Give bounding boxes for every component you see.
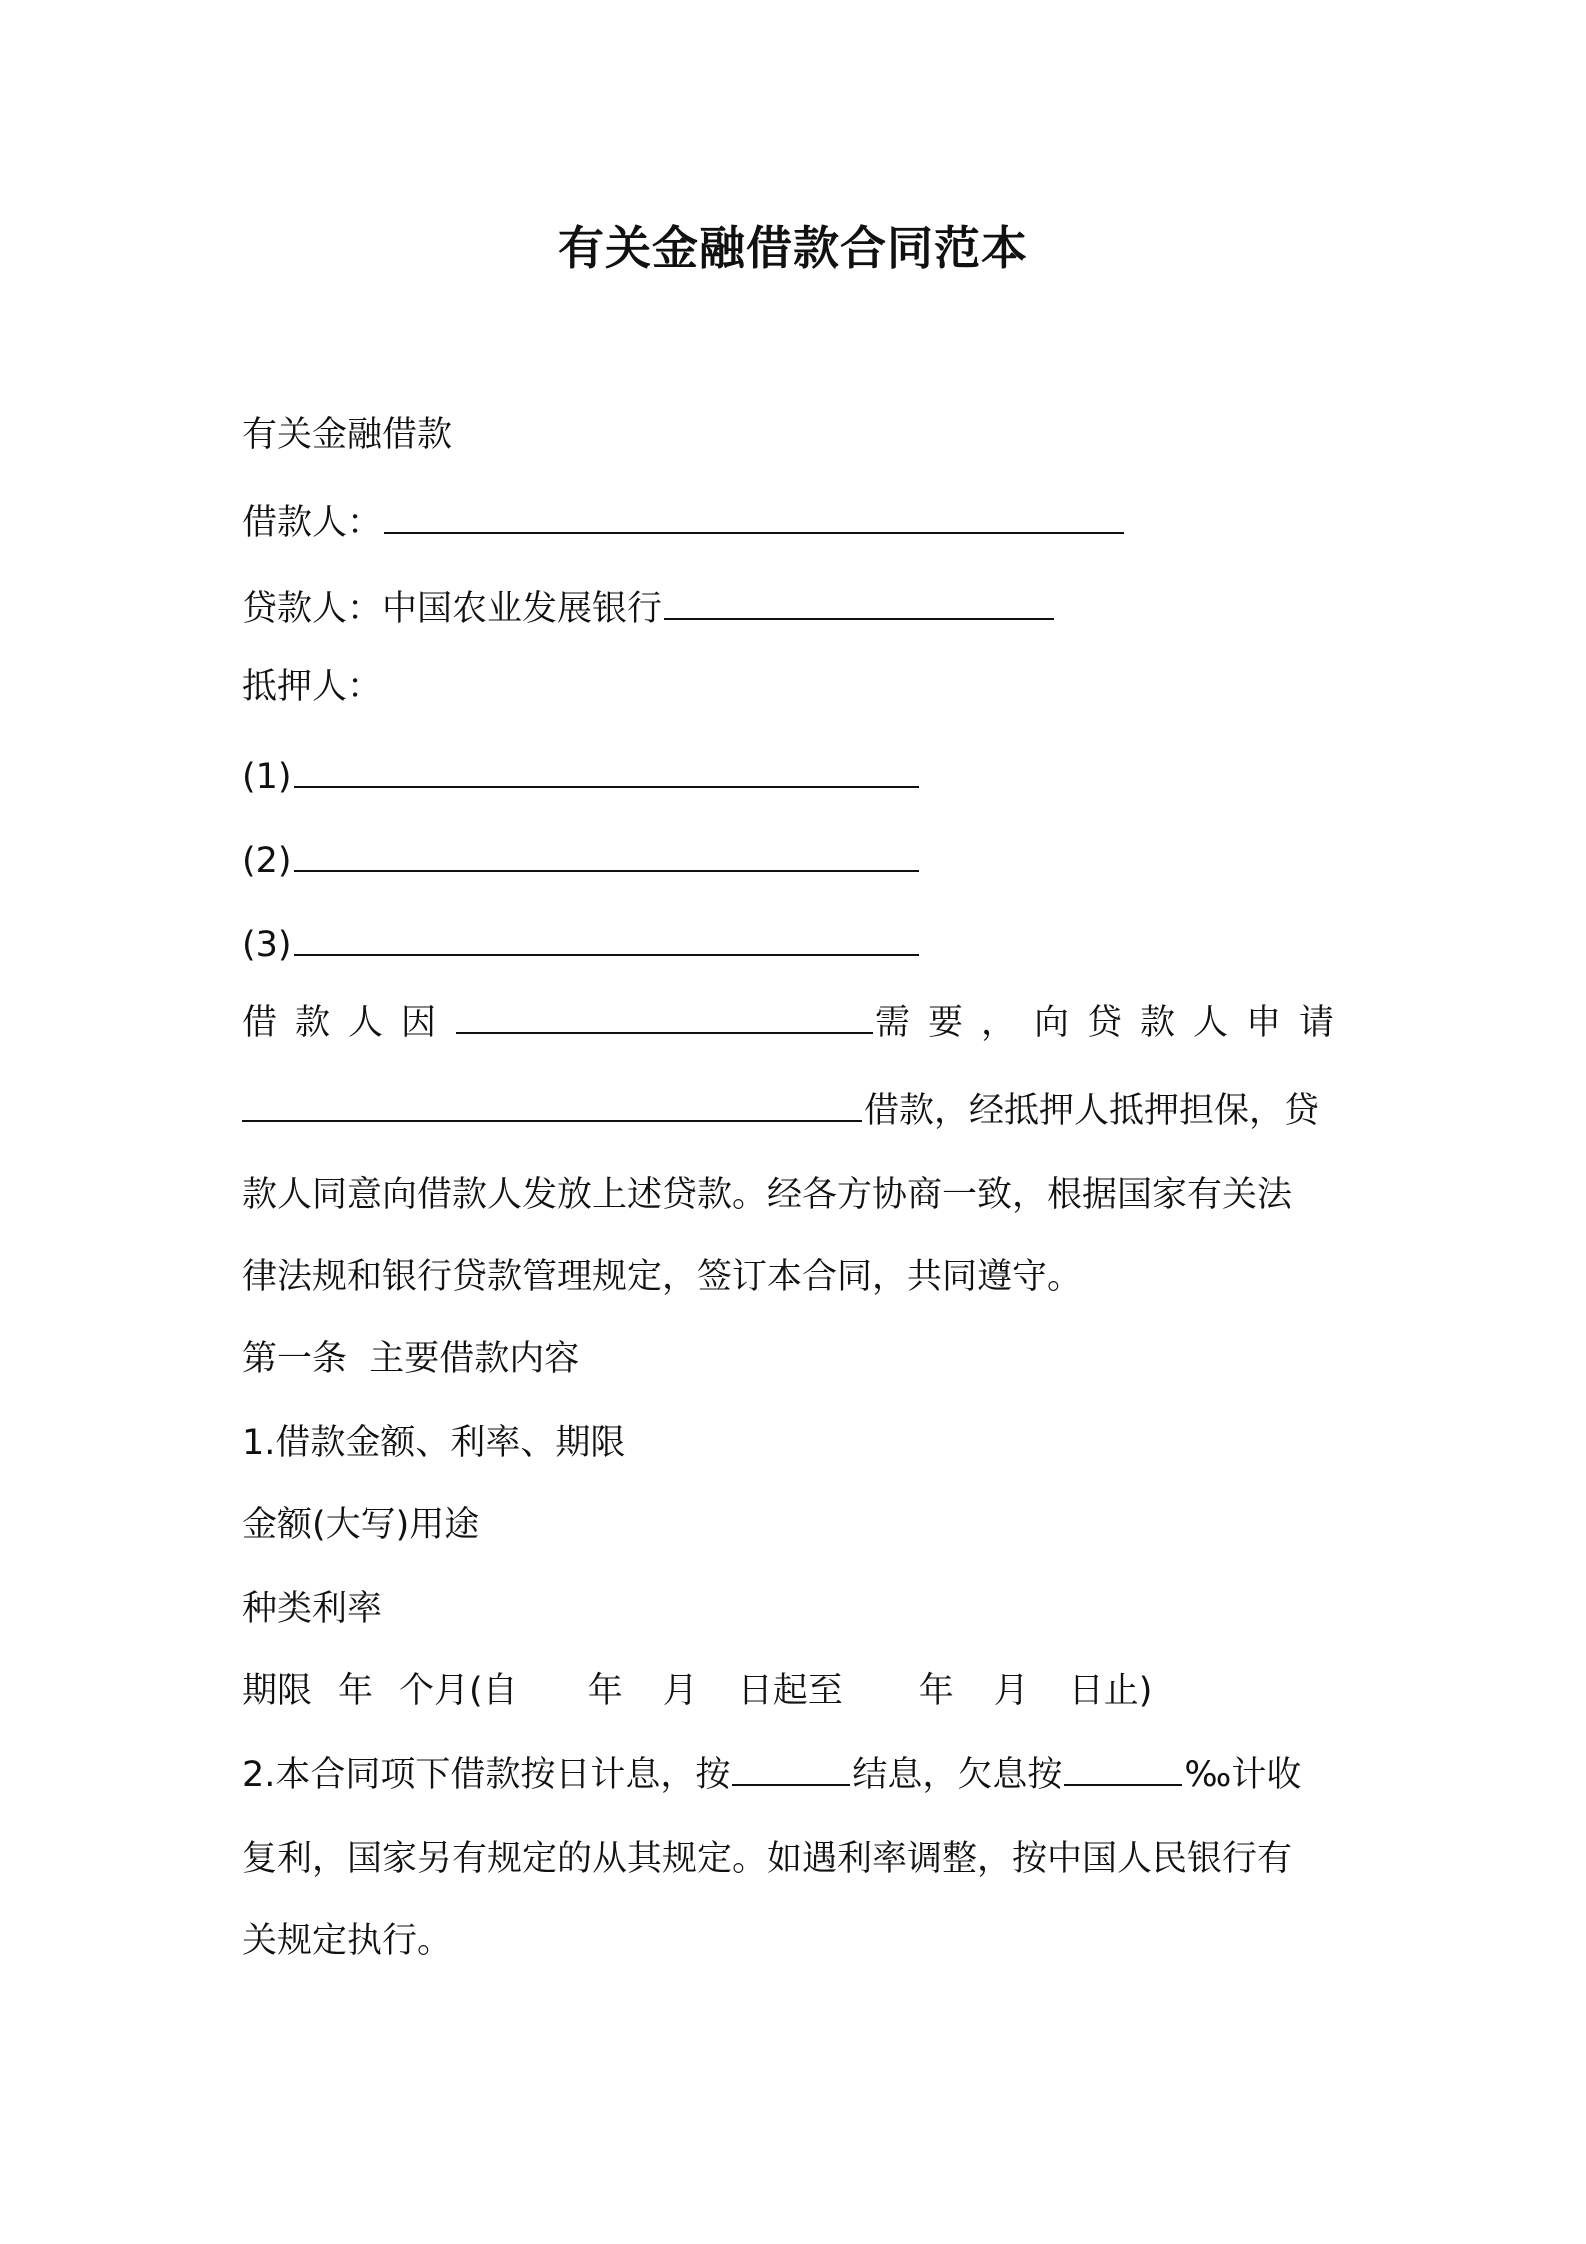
paragraph-1-line-1 [242, 998, 1352, 1048]
kind-label: 种类利率 [242, 1589, 383, 1629]
subtitle: 有关金融借款 [242, 415, 453, 455]
end-month: 月 [993, 1671, 1029, 1711]
lender-blank[interactable] [664, 584, 1054, 620]
mortgagor-3-blank[interactable] [294, 920, 919, 956]
paragraph-1-line-4: 律法规和银行贷款管理规定，签订本合同，共同遵守。 [242, 1257, 1083, 1297]
start-day: 日起至 [737, 1671, 843, 1711]
item-1-heading: 1.借款金额、利率、期限 [242, 1423, 626, 1463]
term-label: 期限 [242, 1671, 313, 1711]
paragraph-1-part-b: 需要，向贷款人申请 [874, 1003, 1352, 1043]
mortgagor-label: 抵押人： [242, 667, 383, 707]
mortgagor-2-blank[interactable] [294, 836, 919, 872]
term-line [242, 1666, 1352, 1716]
mortgagor-2-number: (2) [242, 841, 292, 881]
end-year: 年 [918, 1671, 954, 1711]
paragraph-1-part-a: 借款人因 [242, 1003, 455, 1043]
mortgagor-1-blank[interactable] [294, 752, 919, 788]
start-year: 年 [587, 1671, 623, 1711]
lender-name: 中国农业发展银行 [382, 589, 663, 629]
settlement-blank[interactable] [732, 1750, 850, 1786]
term-month: 个月(自 [399, 1671, 518, 1711]
end-day: 日止) [1068, 1671, 1153, 1711]
item-2-part-a: 2.本合同项下借款按日计息，按 [242, 1755, 731, 1795]
overdue-rate-blank[interactable] [1064, 1750, 1182, 1786]
item-2-line-1 [242, 1750, 1352, 1800]
start-month: 月 [662, 1671, 698, 1711]
lender-line [242, 584, 1352, 634]
purpose-blank[interactable] [456, 998, 873, 1034]
term-year: 年 [338, 1671, 374, 1711]
mortgagor-1-line [242, 752, 1352, 802]
paragraph-1-line-2 [242, 1086, 1352, 1136]
mortgagor-3-line [242, 920, 1352, 970]
item-2-line-3: 关规定执行。 [242, 1921, 453, 1961]
lender-label: 贷款人： [242, 589, 383, 629]
paragraph-1-part-c: 借款，经抵押人抵押担保，贷 [864, 1091, 1320, 1131]
article-1-heading: 第一条 主要借款内容 [242, 1339, 580, 1379]
borrower-line [242, 498, 1352, 548]
borrower-label: 借款人： [242, 503, 383, 543]
item-2-part-b: 结息，欠息按 [852, 1755, 1063, 1795]
item-2-part-c: ‰计收 [1184, 1755, 1302, 1795]
borrower-blank[interactable] [384, 498, 1124, 534]
mortgagor-2-line [242, 836, 1352, 886]
page-title: 有关金融借款合同范本 [558, 221, 1028, 275]
mortgagor-1-number: (1) [242, 757, 292, 797]
mortgagor-3-number: (3) [242, 925, 292, 965]
amount-label: 金额(大写)用途 [242, 1505, 480, 1545]
item-2-line-2: 复利，国家另有规定的从其规定。如遇利率调整，按中国人民银行有 [242, 1839, 1293, 1879]
paragraph-1-line-3: 款人同意向借款人发放上述贷款。经各方协商一致，根据国家有关法 [242, 1175, 1293, 1215]
loan-type-blank[interactable] [242, 1086, 862, 1122]
